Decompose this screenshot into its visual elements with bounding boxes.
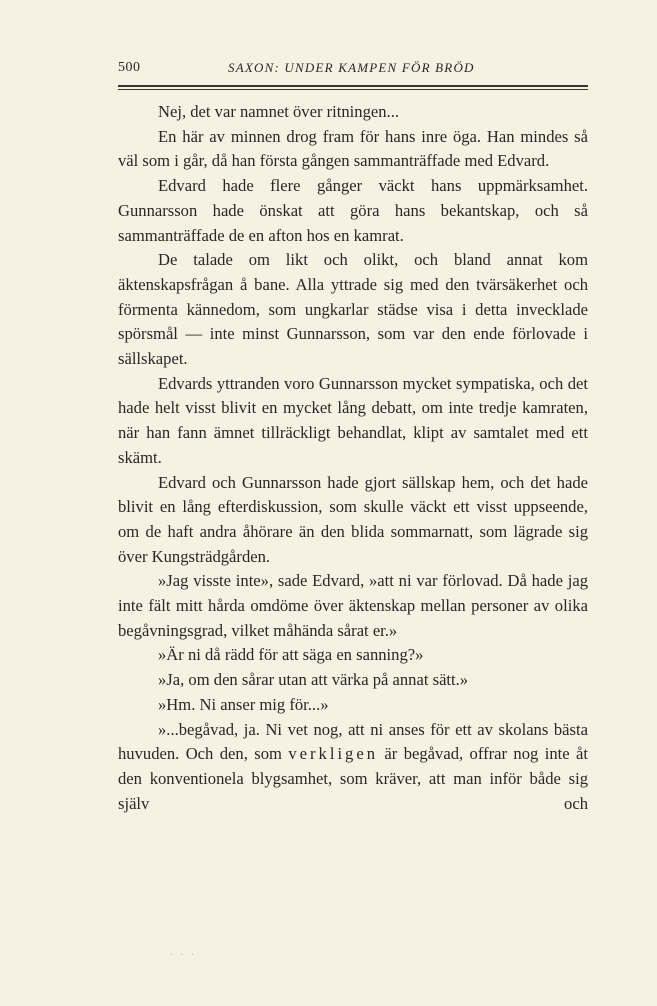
page-header — [118, 60, 588, 80]
paragraph-6: Edvard och Gunnarsson hade gjort sällskap hem, och det hade blivit en lång efterdiskussion, som skulle väckt ett visst uppseende, om de haft andra åhörare än den blida sommarnatt, som lägrade sig över Kungsträdgården. — [118, 472, 588, 566]
paragraph-5: Edvards yttranden voro Gunnarsson mycket sympatiska, och det hade helt visst blivit en mycket lång debatt, om inte tredje kamraten, när han fann ämnet tillräckligt behandlat, klipt av samtalet med ett skämt. — [118, 373, 588, 467]
paragraph-11-emphasis: verkligen — [288, 744, 379, 764]
paragraph-11-after: är begåvad, offrar nog inte åt den konventionela blygsamhet, som kräver, att man inför både sig själv och — [118, 744, 588, 813]
paragraph-4: De talade om likt och olikt, och bland annat kom äktenskapsfrågan å bane. Alla yttrade sig med den tvärsäkerhet och förmenta kännedom, som ungkarlar städse visa i detta invecklade spörsmål — inte minst Gunnarsson, som var den ende förlovade i sällskapet. — [118, 250, 588, 369]
paragraph-10: »Hm. Ni anser mig för...» — [158, 694, 329, 714]
paragraph-9: »Ja, om den sårar utan att värka på annat sätt.» — [158, 670, 469, 690]
header-rule-thin — [118, 89, 588, 90]
paragraph-7: »Jag visste inte», sade Edvard, »att ni var förlovad. Då hade jag inte fält mitt hårda omdöme över äktenskap mellan personer av olika begåvningsgrad, vilket måhända sårat er.» — [118, 571, 588, 640]
paragraph-1: Nej, det var namnet över ritningen... — [158, 102, 399, 121]
body-text — [118, 100, 588, 816]
paragraph-11-before: »...begåvad, ja. Ni vet nog, att ni anses för ett av skolans bästa huvuden. Och den, som — [118, 719, 588, 764]
header-rule-thick — [118, 85, 588, 87]
paragraph-8: »Är ni då rädd för att säga en sanning?» — [158, 645, 424, 665]
page-number: 500 — [118, 60, 141, 75]
paragraph-2: En här av minnen drog fram för hans inre öga. Han mindes så väl som i går, då han första gången sammanträffade med Edvard. — [118, 126, 588, 171]
paragraph-11 — [118, 718, 588, 817]
paragraph-3: Edvard hade flere gånger väckt hans uppmärksamhet. Gunnarsson hade önskat att göra hans bekantskap, och så sammanträffade de en afton hos en kamrat. — [118, 176, 588, 245]
running-title: SAXON: UNDER KAMPEN FÖR BRÖD — [228, 60, 475, 75]
print-speck: · · · — [170, 950, 197, 959]
